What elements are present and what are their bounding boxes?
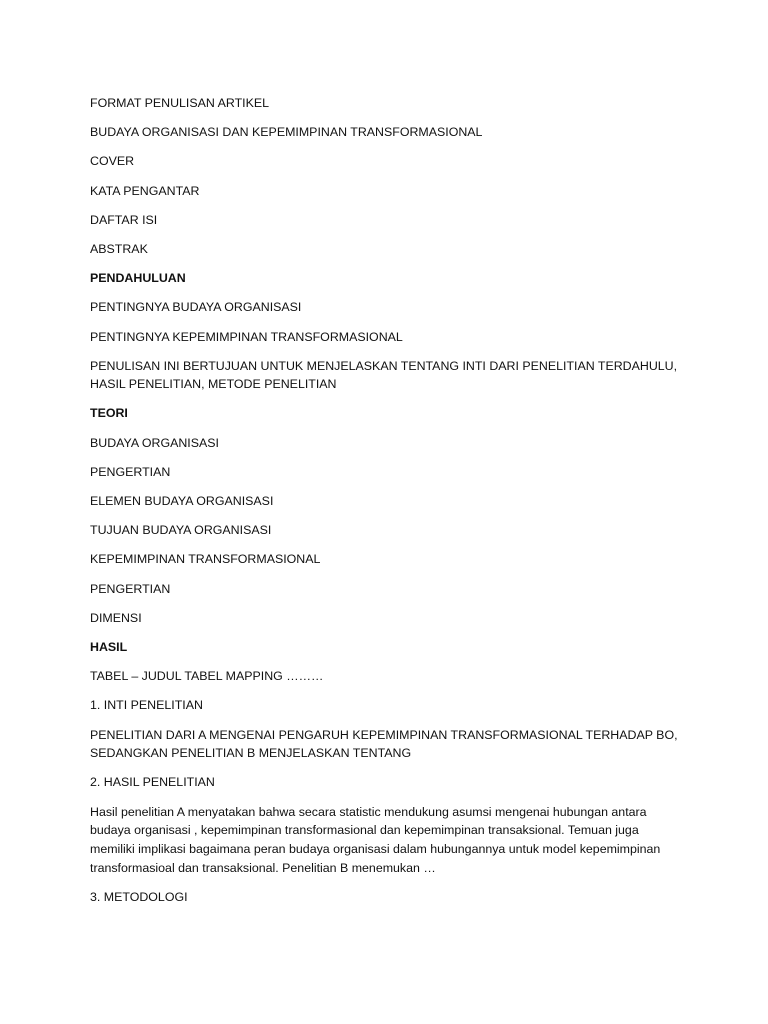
- inti-penelitian-paragraph: PENELITIAN DARI A MENGENAI PENGARUH KEPEMIMPINAN TRANSFORMASIONAL TERHADAP BO, SEDANGKAN PENELITIAN B MENJELASKAN TENTANG: [90, 727, 678, 761]
- outline-item-cover: COVER: [90, 154, 135, 169]
- section-heading-pendahuluan: PENDAHULUAN: [90, 271, 186, 286]
- table-caption: TABEL – JUDUL TABEL MAPPING ………: [90, 669, 324, 684]
- section-heading-hasil: HASIL: [90, 639, 128, 654]
- outline-item-budaya-organisasi: BUDAYA ORGANISASI: [90, 435, 219, 450]
- intro-paragraph: PENULISAN INI BERTUJUAN UNTUK MENJELASKAN TENTANG INTI DARI PENELITIAN TERDAHULU, HASIL PENELITIAN, METODE PENELITIAN: [90, 358, 678, 392]
- outline-item-kata-pengantar: KATA PENGANTAR: [90, 183, 200, 198]
- outline-item-daftar-isi: DAFTAR ISI: [90, 212, 158, 227]
- outline-item-abstrak: ABSTRAK: [90, 241, 148, 256]
- document-title: FORMAT PENULISAN ARTIKEL: [90, 96, 270, 110]
- numbered-heading-metodologi: 3. METODOLOGI: [90, 889, 188, 904]
- outline-item-tujuan-budaya: TUJUAN BUDAYA ORGANISASI: [90, 523, 272, 538]
- outline-item-kepemimpinan-transformasional: KEPEMIMPINAN TRANSFORMASIONAL: [90, 552, 321, 567]
- outline-item-pengertian-1: PENGERTIAN: [90, 464, 171, 479]
- outline-item-pentingnya-kepemimpinan: PENTINGNYA KEPEMIMPINAN TRANSFORMASIONAL: [90, 329, 403, 344]
- outline-item-dimensi: DIMENSI: [90, 610, 142, 625]
- article-topic: BUDAYA ORGANISASI DAN KEPEMIMPINAN TRANSFORMASIONAL: [90, 125, 483, 140]
- numbered-heading-inti-penelitian: 1. INTI PENELITIAN: [90, 698, 203, 713]
- outline-item-pentingnya-budaya: PENTINGNYA BUDAYA ORGANISASI: [90, 300, 302, 315]
- section-heading-teori: TEORI: [90, 406, 128, 421]
- numbered-heading-hasil-penelitian: 2. HASIL PENELITIAN: [90, 775, 215, 790]
- outline-item-elemen-budaya: ELEMEN BUDAYA ORGANISASI: [90, 494, 274, 509]
- hasil-penelitian-paragraph: Hasil penelitian A menyatakan bahwa secara statistic mendukung asumsi mengenai hubungan antara budaya organisasi , kepemimpinan transformasional dan kepemimpinan transaksional. Temuan juga memiliki implikasi bagaimana peran budaya organisasi dalam hubungannya untuk model kepemimpinan transformasioal dan transaksional. Penelitian B menemukan …: [90, 804, 661, 875]
- outline-item-pengertian-2: PENGERTIAN: [90, 581, 171, 596]
